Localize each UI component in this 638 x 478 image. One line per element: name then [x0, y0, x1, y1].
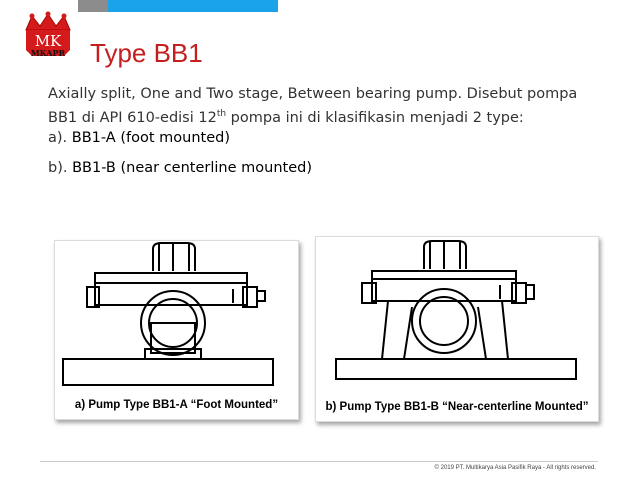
logo-subtext: MKAPR — [30, 48, 66, 58]
body-line-1: Axially split, One and Two stage, Between bearing pump. Disebut pompa — [48, 86, 578, 102]
figure-caption: a) Pump Type BB1-A “Foot Mounted” — [74, 399, 279, 411]
pump-near-centerline-drawing — [316, 237, 598, 421]
body-paragraph — [48, 84, 613, 128]
bullet-bb1-a — [48, 130, 230, 146]
body-line-2-post: pompa ini di klasifikasin menjadi 2 type: — [226, 109, 524, 126]
bullet-prefix: a). — [48, 130, 72, 146]
bullet-text: BB1-B (near centerline mounted) — [72, 160, 312, 176]
crown-logo-icon — [18, 10, 78, 72]
bullet-bb1-b — [48, 160, 312, 176]
bullet-prefix: b). — [48, 160, 73, 176]
pump-foot-mounted-drawing — [55, 241, 298, 419]
figure-near-centerline-mounted — [315, 236, 599, 422]
footer-divider — [40, 461, 598, 462]
body-line-2-sup: th — [216, 109, 227, 119]
bullet-text: BB1-A (foot mounted) — [71, 130, 230, 146]
slide-title: Type BB1 — [90, 38, 203, 68]
body-line-2-pre: BB1 di API 610-edisi 12 — [48, 109, 217, 126]
logo-mark: MK — [34, 32, 62, 50]
header-bar-gray — [78, 0, 108, 12]
figure-foot-mounted — [54, 240, 299, 420]
header-bar-blue — [108, 0, 278, 12]
figure-caption: b) Pump Type BB1-B “Near-centerline Mounted” — [325, 401, 589, 413]
footer-copyright: © 2019 PT. Multikarya Asia Pasifik Raya - All rights reserved. — [434, 465, 596, 471]
